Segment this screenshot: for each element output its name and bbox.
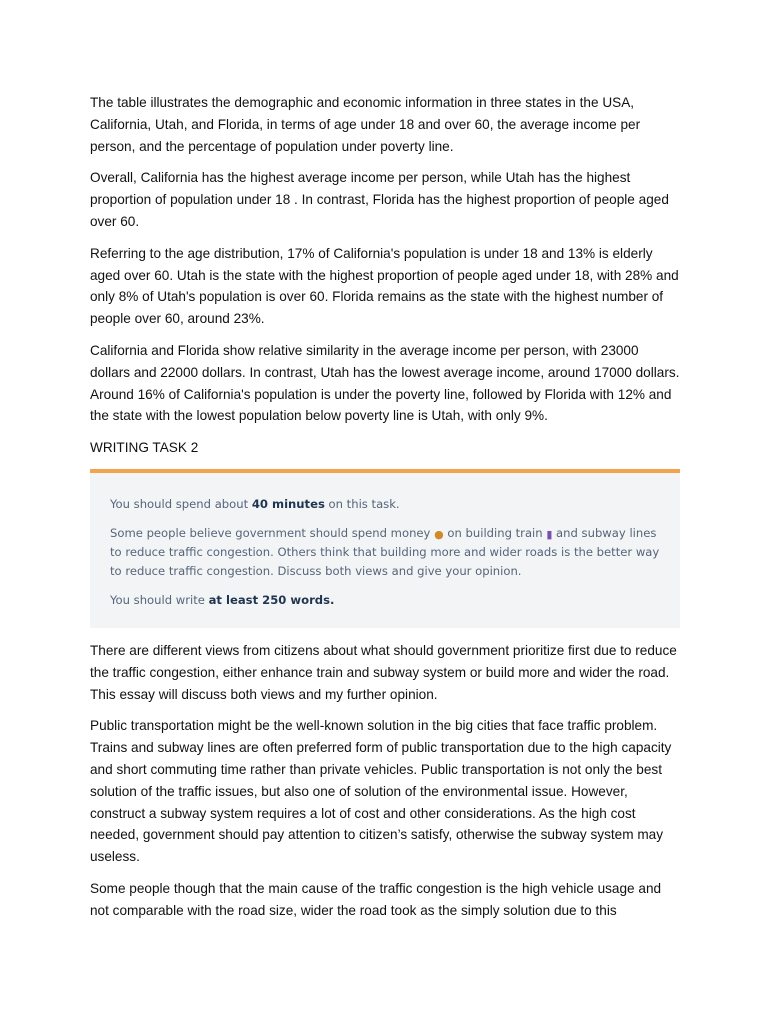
- task-prompt-text: [110, 524, 660, 581]
- train-icon: ▮: [546, 527, 553, 541]
- task-prompt-part-a: Some people believe government should spend money: [110, 525, 435, 540]
- task-time-bold: 40 minutes: [251, 496, 325, 511]
- paragraph-income-poverty: California and Florida show relative similarity in the average income per person, with 23000 dollars and 22000 dollars. In contrast, Utah has the lowest average income, around 17000 dollars. Around 16% of California's population is under the poverty line, followed by Florida with 12% and the state with the lowest population below poverty line is Utah, with only 9%.: [90, 342, 680, 424]
- task-time-post: on this task.: [324, 496, 400, 511]
- task-time-line: [110, 495, 660, 514]
- task-words-bold: at least 250 words.: [208, 592, 335, 607]
- paragraph-age-distribution: Referring to the age distribution, 17% of California's population is under 18 and 13% is elderly aged over 60. Utah is the state with the highest proportion of people aged under 18, with 28% and only 8% of Utah's population is over 60. Florida remains as the state with the highest number of people over 60, around 23%.: [90, 245, 679, 327]
- paragraph-overview: Overall, California has the highest average income per person, while Utah has the highest proportion of population under 18 . In contrast, Florida has the highest proportion of people aged over 60.: [90, 170, 669, 229]
- section-heading: WRITING TASK 2: [90, 440, 199, 456]
- task-prompt-part-b: on building train: [443, 525, 547, 540]
- task-words-pre: You should write: [110, 592, 209, 607]
- paragraph-wider-roads: Some people though that the main cause of the traffic congestion is the high vehicle usage and not comparable with the road size, wider the road took as the simply solution due to this: [90, 880, 662, 918]
- task-prompt-box: [90, 469, 680, 628]
- paragraph-public-transport: Public transportation might be the well-known solution in the big cities that face traffic problem. Trains and subway lines are often preferred form of public transportation due to the high capacity and short commuting time rather than private vehicles. Public transportation is not only the best solution of the traffic issues, but also one of solution of the environmental issue. However, construct a subway system requires a lot of cost and other considerations. As the high cost needed, government should pay attention to citizen’s satisfy, otherwise the subway system may useless.: [90, 718, 672, 865]
- money-bag-icon: ●: [434, 527, 444, 541]
- task-time-pre: You should spend about: [110, 496, 252, 511]
- task-word-count-line: [110, 591, 660, 610]
- document-page: [90, 92, 680, 932]
- paragraph-essay-intro: There are different views from citizens about what should government prioritize first due to reduce the traffic congestion, either enhance train and subway system or build more and wider the road. This essay will discuss both views and my further opinion.: [90, 642, 677, 702]
- task-prompt-part-c: and subway lines to reduce traffic congestion. Others think that building more and wider roads is the better way to reduce traffic congestion. Discuss both views and give your opinion.: [110, 525, 660, 578]
- paragraph-table-intro: The table illustrates the demographic and economic information in three states in the USA, California, Utah, and Florida, in terms of age under 18 and over 60, the average income per person, and the percentage of population under poverty line.: [90, 95, 641, 154]
